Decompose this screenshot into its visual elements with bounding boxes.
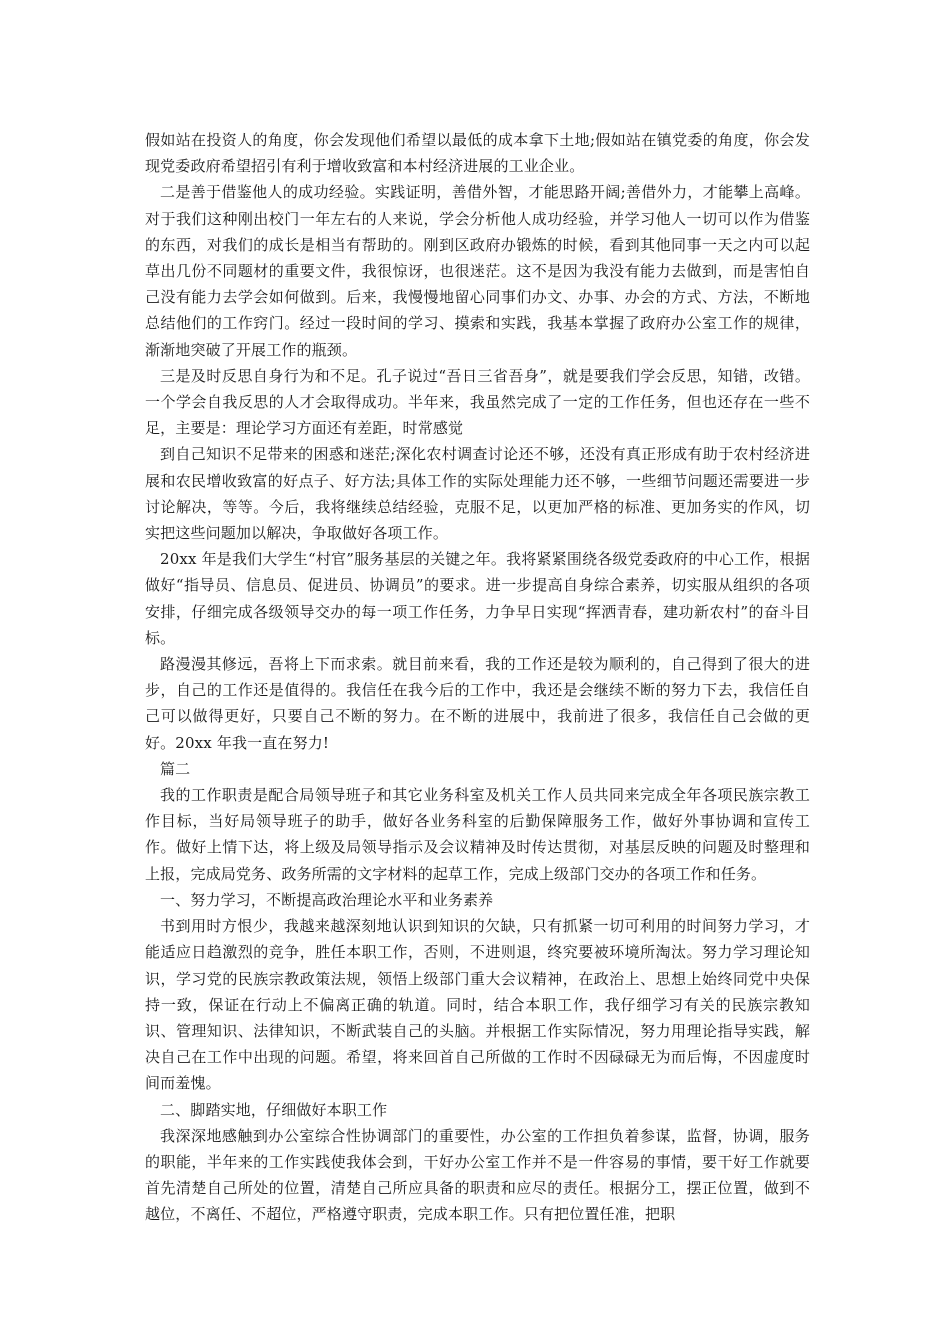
subheading-work: 二、脚踏实地，仔细做好本职工作 [160,1100,388,1119]
paragraph-3: 三是及时反思自身行为和不足。孔子说过“吾日三省吾身”，就是要我们学会反思，知错，改错。一个学会自我反思的人才会取得成功。半年来，我虽然完成了一定的工作任务，但也还存在一些不足，主要是：理论学习方面还有差距，时常感觉 [145,366,810,438]
paragraph-1: 假如站在投资人的角度，你会发现他们希望以最低的成本拿下土地;假如站在镇党委的角度，你会发现党委政府希望招引有利于增收致富和本村经济进展的工业企业。 [145,131,810,176]
paragraph-5: 20xx 年是我们大学生“村官”服务基层的关键之年。我将紧紧围绕各级党委政府的中心工作，根据做好“指导员、信息员、促进员、协调员”的要求。进一步提高自身综合素养，切实服从组织的各项安排，仔细完成各级领导交办的每一项工作任务，力争早日实现“挥洒青春，建功新农村”的奋斗目标。 [145,550,810,647]
paragraph-6: 路漫漫其修远，吾将上下而求索。就目前来看，我的工作还是较为顺利的，自己得到了很大的进步，自己的工作还是值得的。我信任在我今后的工作中，我还是会继续不断的努力下去，我信任自己可以做得更好，只要自己不断的努力。在不断的进展中，我前进了很多，我信任自己会做的更好。20xx 年我一直在努力! [145,655,810,752]
document-page [145,127,810,1228]
paragraph-8: 书到用时方恨少，我越来越深刻地认识到知识的欠缺，只有抓紧一切可利用的时间努力学习，才能适应日趋激烈的竞争，胜任本职工作，否则，不进则退，终究要被环境所淘汰。努力学习理论知识，学习党的民族宗教政策法规，领悟上级部门重大会议精神，在政治上、思想上始终同党中央保持一致，保证在行动上不偏离正确的轨道。同时，结合本职工作，我仔细学习有关的民族宗教知识、管理知识、法律知识，不断武装自己的头脑。并根据工作实际情况，努力用理论指导实践，解决自己在工作中出现的问题。希望，将来回首自己所做的工作时不因碌碌无为而后悔，不因虚度时间而羞愧。 [145,917,810,1093]
paragraph-7: 我的工作职责是配合局领导班子和其它业务科室及机关工作人员共同来完成全年各项民族宗教工作目标，当好局领导班子的助手，做好各业务科室的后勤保障服务工作，做好外事协调和宣传工作。做好上情下达，将上级及局领导指示及会议精神及时传达贯彻，对基层反映的问题及时整理和上报，完成局党务、政务所需的文字材料的起草工作，完成上级部门交办的各项工作和任务。 [145,786,810,883]
paragraph-4: 到自己知识不足带来的困惑和迷茫;深化农村调查讨论还不够，还没有真正形成有助于农村经济进展和农民增收致富的好点子、好方法;具体工作的实际处理能力还不够，一些细节问题还需要进一步讨论解决，等等。今后，我将继续总结经验，克服不足，以更加严格的标准、更加务实的作风，切实把这些问题加以解决，争取做好各项工作。 [145,445,810,543]
paragraph-2: 二是善于借鉴他人的成功经验。实践证明，善借外智，才能思路开阔;善借外力，才能攀上高峰。对于我们这种刚出校门一年左右的人来说，学会分析他人成功经验，并学习他人一切可以作为借鉴的东西，对我们的成长是相当有帮助的。刚到区政府办锻炼的时候，看到其他同事一天之内可以起草出几份不同题材的重要文件，我很惊讶，也很迷茫。这不是因为我没有能力去做到，而是害怕自己没有能力去学会如何做到。后来，我慢慢地留心同事们办文、办事、办会的方式、方法，不断地总结他们的工作窍门。经过一段时间的学习、摸索和实践，我基本掌握了政府办公室工作的规律，渐渐地突破了开展工作的瓶颈。 [145,183,810,359]
paragraph-9: 我深深地感触到办公室综合性协调部门的重要性，办公室的工作担负着参谋，监督，协调，服务的职能，半年来的工作实践使我体会到，干好办公室工作并不是一件容易的事情，要干好工作就要首先清楚自己所处的位置，清楚自己所应具备的职责和应尽的责任。根据分工，摆正位置，做到不越位，不离任、不超位，严格遵守职责，完成本职工作。只有把位置任准，把职 [145,1126,810,1224]
subheading-study: 一、努力学习，不断提高政治理论水平和业务素养 [160,890,494,909]
section-heading-part-two: 篇二 [160,759,191,778]
